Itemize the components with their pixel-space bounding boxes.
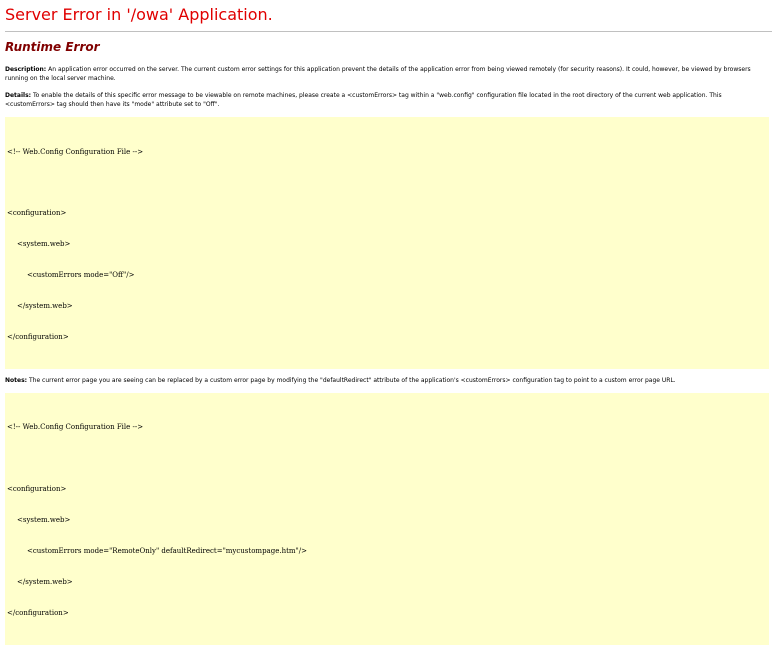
details-label: Details: — [5, 92, 32, 99]
notes-paragraph — [5, 376, 765, 385]
page-title: Server Error in '/owa' Application. — [5, 5, 273, 24]
code-line: <configuration> — [7, 485, 67, 494]
code-line: <!-- Web.Config Configuration File --> — [7, 147, 144, 156]
description-paragraph — [5, 65, 765, 83]
notes-text: The current error page you are seeing can be replaced by a custom error page by modifying the "defaultRedirect" attribute of the application's <customErrors> configuration tag to point to a custom error page URL. — [27, 376, 676, 384]
code-line: </configuration> — [7, 332, 69, 341]
divider — [5, 31, 772, 32]
details-text: To enable the details of this specific error message to be viewable on remote machines, please create a <customErrors> tag within a "web.config" configuration file located in the root directory of the current web application. This <customErrors> tag should then have its "mode" attribute set to "Off". — [5, 92, 722, 108]
code-block-config-redirect — [5, 393, 769, 645]
code-line: <customErrors mode="Off"/> — [27, 271, 135, 280]
code-line — [7, 177, 769, 187]
details-paragraph — [5, 91, 765, 109]
code-line: <system.web> — [17, 240, 71, 249]
code-line: </system.web> — [17, 577, 73, 586]
page-subtitle: Runtime Error — [5, 40, 100, 54]
code-line: <!-- Web.Config Configuration File --> — [7, 423, 144, 432]
code-line — [7, 453, 769, 463]
code-block-config-off — [5, 117, 769, 369]
code-line: </configuration> — [7, 608, 69, 617]
notes-label: Notes: — [5, 376, 28, 384]
description-text: An application error occurred on the server. The current custom error settings for this application prevent the details of the application error from being viewed remotely (for security reasons). It could, however, be viewed by browsers running on the local server machine. — [5, 66, 751, 82]
code-line: <customErrors mode="RemoteOnly" defaultRedirect="mycustompage.htm"/> — [27, 546, 307, 555]
code-line: <system.web> — [17, 516, 71, 525]
description-label: Description: — [5, 66, 47, 73]
code-line: </system.web> — [17, 302, 73, 311]
code-line: <configuration> — [7, 209, 67, 218]
